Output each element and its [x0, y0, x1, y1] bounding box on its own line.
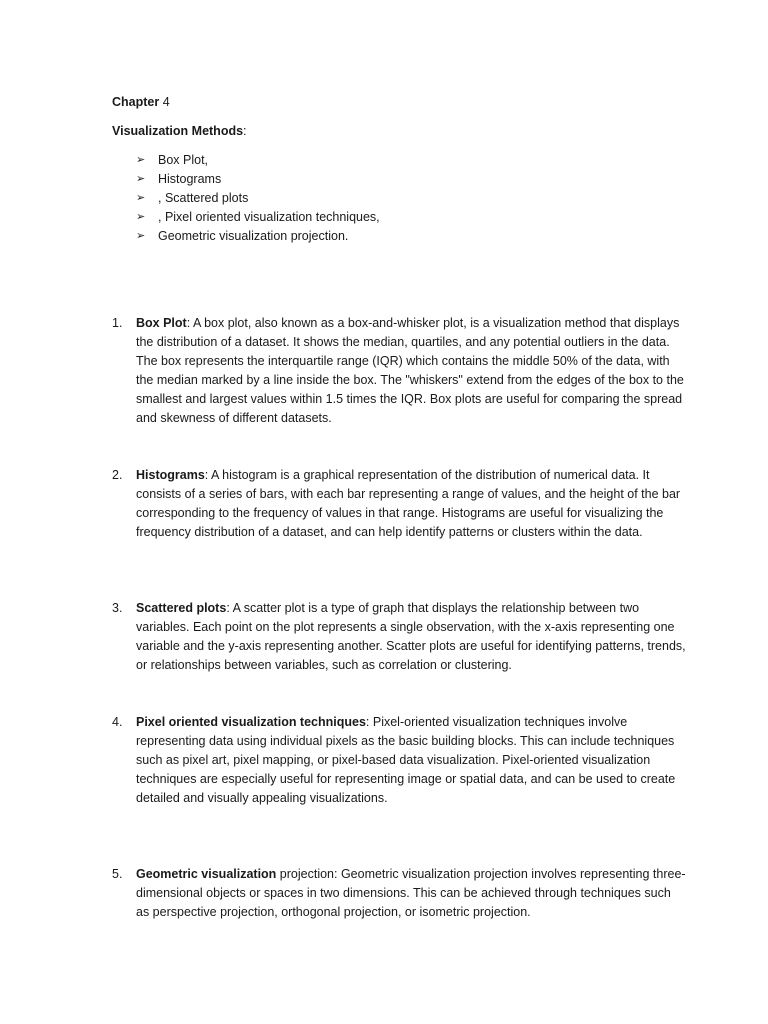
- bullet-text: Geometric visualization projection.: [158, 229, 349, 243]
- bullet-item: [136, 227, 380, 246]
- section-term: Geometric visualization: [136, 867, 277, 881]
- section-body: [136, 314, 686, 428]
- section-text: : A scatter plot is a type of graph that displays the relationship between two variables. Each point on the plot represents a single observation, with the x-axis representing one variable and the y-axis representing another. Scatter plots are useful for identifying patterns, trends, or relationships between variables, such as correlation or clustering.: [136, 601, 686, 672]
- bullet-text: , Scattered plots: [158, 191, 249, 205]
- arrowhead-bullet-icon: ➢: [136, 211, 146, 223]
- arrowhead-bullet-icon: ➢: [136, 192, 146, 204]
- chapter-number: 4: [159, 95, 170, 109]
- section-number: 5.: [112, 867, 123, 881]
- arrowhead-bullet-icon: ➢: [136, 230, 146, 242]
- arrowhead-bullet-icon: ➢: [136, 154, 146, 166]
- arrowhead-bullet-icon: ➢: [136, 173, 146, 185]
- methods-heading: [112, 123, 247, 139]
- methods-heading-label: Visualization Methods: [112, 124, 244, 138]
- section-body: [136, 466, 686, 542]
- chapter-label: Chapter: [112, 95, 160, 109]
- chapter-title: [112, 94, 170, 110]
- bullet-item: [136, 170, 380, 189]
- section-text: : Pixel-oriented visualization techniques involve representing data using individual pixels as the basic building blocks. This can include techniques such as pixel art, pixel mapping, or pixel-based data visualization. Pixel-oriented visualization techniques are especially useful for representing image or spatial data, and can be used to create detailed and visually appealing visualizations.: [136, 715, 676, 805]
- bullet-text: , Pixel oriented visualization techniques,: [158, 210, 380, 224]
- bullet-item: [136, 151, 380, 170]
- section-term: Scattered plots: [136, 601, 227, 615]
- section-text: projection: Geometric visualization projection involves representing three-dimensional objects or spaces in two dimensions. This can be achieved through techniques such as perspective projection, orthogonal projection, or isometric projection.: [136, 867, 686, 919]
- bullet-text: Box Plot,: [158, 153, 209, 167]
- section-number: 4.: [112, 715, 123, 729]
- section-term: Box Plot: [136, 316, 187, 330]
- section-text: : A histogram is a graphical representation of the distribution of numerical data. It consists of a series of bars, with each bar representing a range of values, and the height of the bar corresponding to the frequency of values in that range. Histograms are useful for visualizing the frequency distribution of a dataset, and can help identify patterns or clusters within the data.: [136, 468, 681, 539]
- bullet-item: [136, 208, 380, 227]
- bullet-item: [136, 189, 380, 208]
- section-text: : A box plot, also known as a box-and-whisker plot, is a visualization method that displays the distribution of a dataset. It shows the median, quartiles, and any potential outliers in the data. The box represents the interquartile range (IQR) which contains the middle 50% of the data, with the median marked by a line inside the box. The "whiskers" extend from the edges of the box to the smallest and largest values within 1.5 times the IQR. Box plots are useful for comparing the spread and skewness of different datasets.: [136, 316, 684, 425]
- section-number: 3.: [112, 601, 123, 615]
- section-term: Histograms: [136, 468, 205, 482]
- section-body: [136, 713, 686, 808]
- section-number: 2.: [112, 468, 123, 482]
- section-term: Pixel oriented visualization techniques: [136, 715, 366, 729]
- section-body: [136, 599, 686, 675]
- methods-heading-suffix: :: [243, 124, 247, 138]
- methods-bullet-list: [136, 151, 380, 246]
- section-number: 1.: [112, 316, 123, 330]
- bullet-text: Histograms: [158, 172, 222, 186]
- section-body: [136, 865, 686, 922]
